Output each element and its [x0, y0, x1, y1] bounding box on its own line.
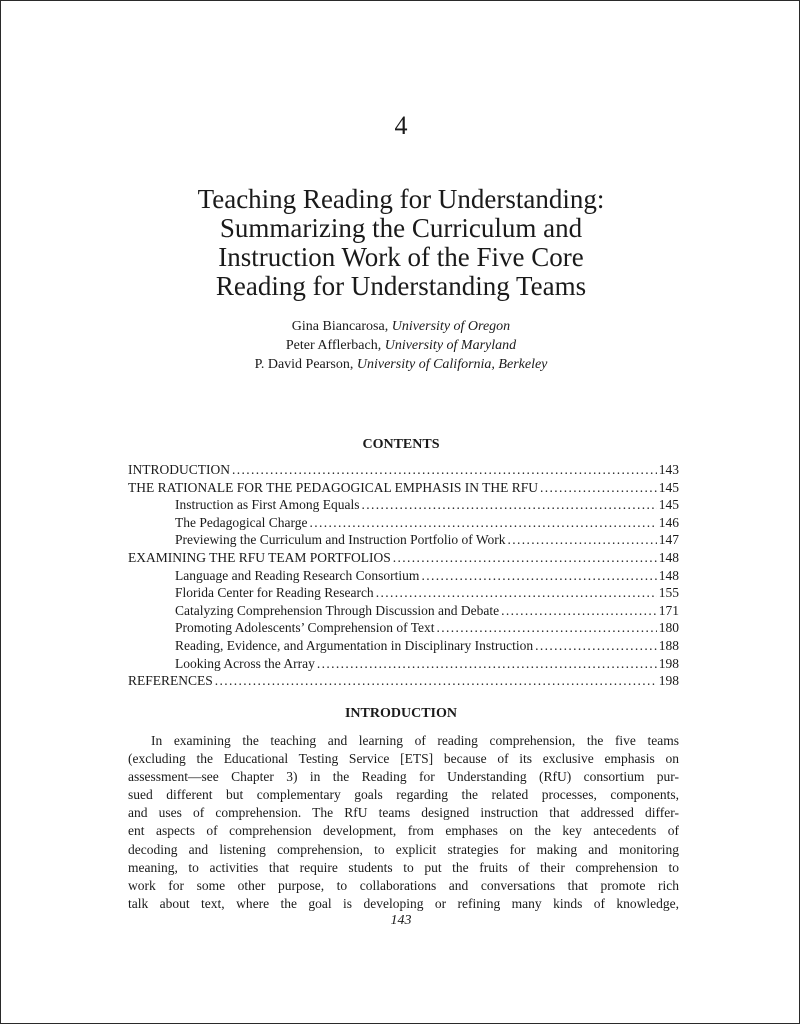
paragraph-line: talk about text, where the goal is developing or refining many kinds of knowledge,	[128, 895, 679, 911]
paragraph-line: ent aspects of comprehension development, from emphases on the key antecedents of	[128, 823, 679, 839]
paragraph-line: and uses of comprehension. The RfU teams designed instruction that addressed differ-	[128, 805, 679, 821]
paragraph-line: (excluding the Educational Testing Service [ETS] because of its exclusive emphasis on	[128, 751, 679, 767]
toc-entry-page: 198	[658, 655, 679, 671]
toc-entry-title: REFERENCES	[128, 673, 213, 689]
author-line	[1, 317, 801, 336]
toc-entry-title: Instruction as First Among Equals	[175, 497, 360, 513]
toc-entry-page: 143	[658, 462, 679, 477]
toc-entry-title: EXAMINING THE RFU TEAM PORTFOLIOS	[128, 549, 391, 565]
toc-entry-title: THE RATIONALE FOR THE PEDAGOGICAL EMPHASIS IN THE RFU	[128, 479, 539, 495]
toc-entry-page: 188	[658, 637, 679, 653]
toc-entry-page: 148	[658, 567, 679, 583]
toc-leader	[215, 672, 657, 690]
toc-entry	[128, 584, 679, 602]
toc-entry-page: 171	[658, 602, 679, 618]
chapter-title-line: Instruction Work of the Five Core	[218, 242, 584, 272]
paragraph-line: assessment—see Chapter 3) in the Reading for Understanding (RfU) consortium pur-	[128, 769, 679, 785]
toc-entry-title: Language and Reading Research Consortium	[175, 567, 420, 583]
toc-entry-title: INTRODUCTION	[128, 462, 230, 477]
toc-leader	[535, 637, 657, 655]
author-list	[1, 317, 801, 374]
toc-entry-title: Looking Across the Array	[175, 655, 315, 671]
toc-entry-page: 155	[658, 585, 679, 601]
toc-entry	[128, 496, 679, 514]
author-line	[1, 336, 801, 355]
page-number: 143	[390, 913, 412, 928]
toc-entry	[128, 514, 679, 532]
toc-leader	[421, 567, 656, 585]
chapter-title	[1, 185, 801, 301]
toc-entry	[128, 549, 679, 567]
toc-entry-page: 146	[658, 514, 679, 530]
introduction-heading: INTRODUCTION	[344, 706, 457, 721]
toc-entry	[128, 461, 679, 479]
toc-entry-page: 198	[658, 673, 679, 689]
paragraph-line: decoding and listening comprehension, to explicit strategies for making and monitoring	[128, 841, 679, 857]
toc-leader	[501, 602, 657, 620]
author-line	[1, 355, 801, 374]
toc-entry-page: 180	[658, 620, 679, 636]
toc-entry-page: 147	[658, 532, 679, 548]
toc-entry	[128, 567, 679, 585]
toc-leader	[540, 479, 657, 497]
toc-entry-page: 148	[658, 549, 679, 565]
toc-leader	[508, 531, 657, 549]
toc-leader	[317, 655, 657, 673]
toc-entry-title: Florida Center for Reading Research	[175, 585, 374, 601]
author-affiliation: University of California, Berkeley	[356, 357, 548, 372]
paragraph-line: In examining the teaching and learning of reading comprehension, the five teams	[151, 733, 679, 748]
chapter-number: 4	[394, 111, 408, 140]
author-name: Peter Afflerbach,	[285, 338, 385, 353]
chapter-title-line: Teaching Reading for Understanding:	[197, 184, 605, 214]
toc-entry	[128, 655, 679, 673]
author-affiliation: University of Oregon	[391, 319, 511, 334]
toc-entry-title: Catalyzing Comprehension Through Discussion and Debate	[175, 602, 500, 618]
contents-heading: CONTENTS	[362, 437, 440, 452]
toc-entry	[128, 672, 679, 690]
toc-entry	[128, 619, 679, 637]
introduction-paragraph	[128, 732, 679, 913]
toc-leader	[437, 619, 657, 637]
toc-entry-page: 145	[658, 497, 679, 513]
toc-entry	[128, 531, 679, 549]
author-affiliation: University of Maryland	[384, 338, 517, 353]
toc-entry	[128, 479, 679, 497]
toc-entry-page: 145	[658, 479, 679, 495]
author-name: P. David Pearson,	[254, 357, 357, 372]
toc-entry-title: Previewing the Curriculum and Instruction Portfolio of Work	[175, 532, 506, 548]
toc-leader	[393, 549, 657, 567]
toc-entry-title: The Pedagogical Charge	[175, 514, 308, 530]
toc-entry	[128, 637, 679, 655]
paragraph-line: meaning, to activities that require students to put the fruits of their comprehension to	[128, 859, 679, 875]
table-of-contents	[128, 461, 679, 690]
chapter-title-line: Reading for Understanding Teams	[215, 271, 587, 301]
toc-entry	[128, 602, 679, 620]
toc-entry-title: Reading, Evidence, and Argumentation in Disciplinary Instruction	[175, 637, 534, 653]
paragraph-line: work for some other purpose, to collaborations and conversations that promote rich	[128, 877, 679, 893]
paragraph-line: sued different but complementary goals regarding the related processes, components,	[128, 787, 679, 803]
toc-leader	[232, 461, 657, 479]
toc-entry-title: Promoting Adolescents’ Comprehension of Text	[175, 620, 435, 636]
chapter-title-line: Summarizing the Curriculum and	[219, 213, 583, 243]
toc-leader	[362, 496, 657, 514]
toc-leader	[309, 514, 656, 532]
author-name: Gina Biancarosa,	[291, 319, 392, 334]
toc-leader	[376, 584, 657, 602]
